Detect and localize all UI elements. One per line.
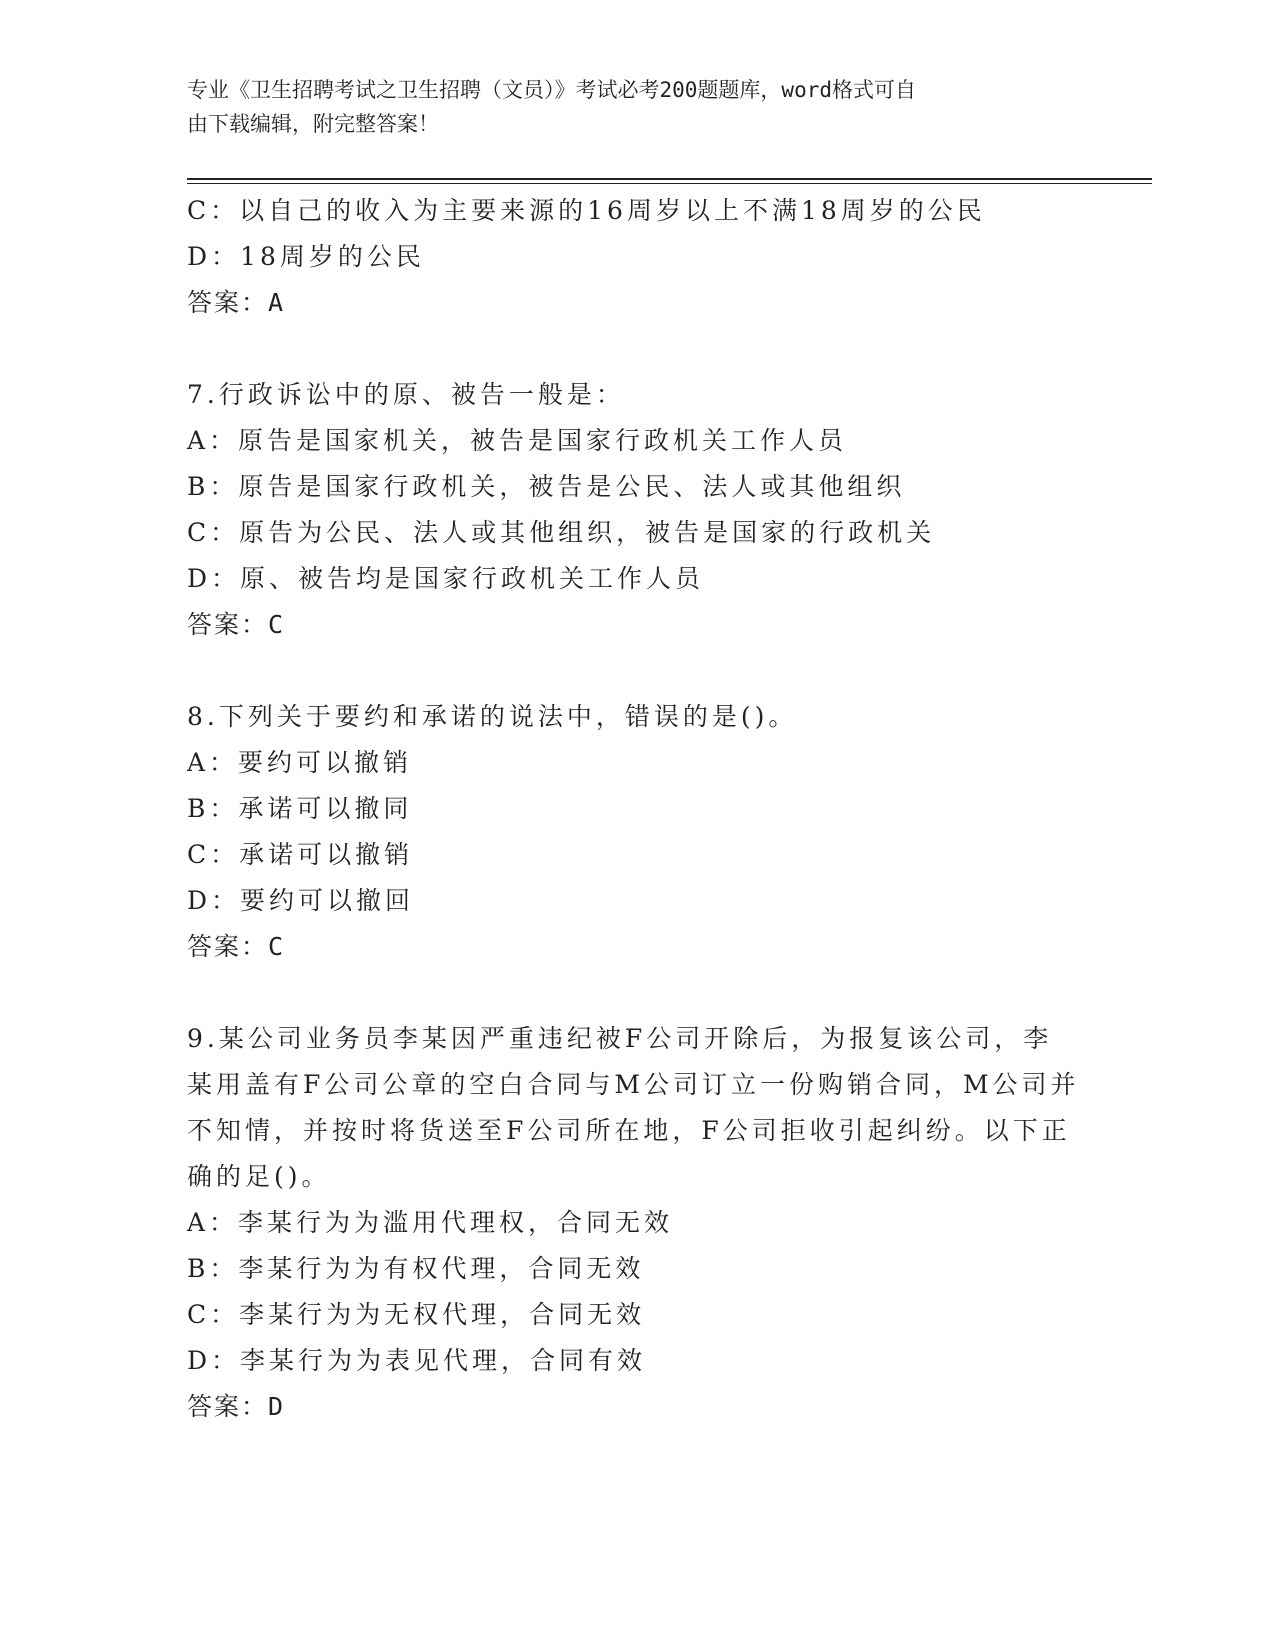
spacer (187, 970, 1087, 1016)
option-c: C：李某行为为无权代理，合同无效 (187, 1300, 646, 1329)
answer-line: 答案：A (187, 288, 286, 317)
option-c: C：承诺可以撤销 (187, 840, 414, 869)
header-line-1: 专业《卫生招聘考试之卫生招聘（文员）》考试必考200题题库，word格式可自 (187, 78, 916, 102)
option-d: D：18周岁的公民 (187, 242, 425, 271)
spacer (187, 648, 1087, 694)
header-divider-thin (187, 183, 1152, 184)
question-text-line-4: 确的足()。 (187, 1162, 331, 1191)
spacer (187, 326, 1087, 372)
option-d: D：要约可以撤回 (187, 886, 415, 915)
option-b: B：原告是国家行政机关，被告是公民、法人或其他组织 (187, 472, 906, 501)
question-text-line-2: 某用盖有F公司公章的空白合同与M公司订立一份购销合同，M公司并 (187, 1070, 1080, 1099)
question-block-6-tail (187, 188, 1087, 326)
answer-line: 答案：D (187, 1392, 286, 1421)
option-a: A：李某行为为滥用代理权，合同无效 (187, 1208, 674, 1237)
option-d: D：原、被告均是国家行政机关工作人员 (187, 564, 705, 593)
page-header (187, 73, 1067, 141)
question-text-line-3: 不知情，并按时将货送至F公司所在地，F公司拒收引起纠纷。以下正 (187, 1116, 1071, 1145)
option-c: C：原告为公民、法人或其他组织，被告是国家的行政机关 (187, 518, 936, 547)
option-b: B：承诺可以撤同 (187, 794, 413, 823)
answer-line: 答案：C (187, 610, 286, 639)
question-block-8 (187, 694, 1087, 970)
option-a: A：要约可以撤销 (187, 748, 413, 777)
header-line-2: 由下载编辑，附完整答案！ (187, 112, 439, 136)
question-block-9 (187, 1016, 1087, 1430)
question-text: 8.下列关于要约和承诺的说法中，错误的是()。 (187, 702, 798, 731)
option-a: A：原告是国家机关，被告是国家行政机关工作人员 (187, 426, 848, 455)
question-content (187, 188, 1087, 1430)
option-c: C：以自己的收入为主要来源的16周岁以上不满18周岁的公民 (187, 196, 986, 225)
question-text-line-1: 9.某公司业务员李某因严重违纪被F公司开除后，为报复该公司，李 (187, 1024, 1053, 1053)
question-block-7 (187, 372, 1087, 648)
header-divider-thick (187, 178, 1152, 180)
option-b: B：李某行为为有权代理，合同无效 (187, 1254, 645, 1283)
option-d: D：李某行为为表见代理，合同有效 (187, 1346, 647, 1375)
answer-line: 答案：C (187, 932, 286, 961)
question-text: 7.行政诉讼中的原、被告一般是： (187, 380, 625, 409)
